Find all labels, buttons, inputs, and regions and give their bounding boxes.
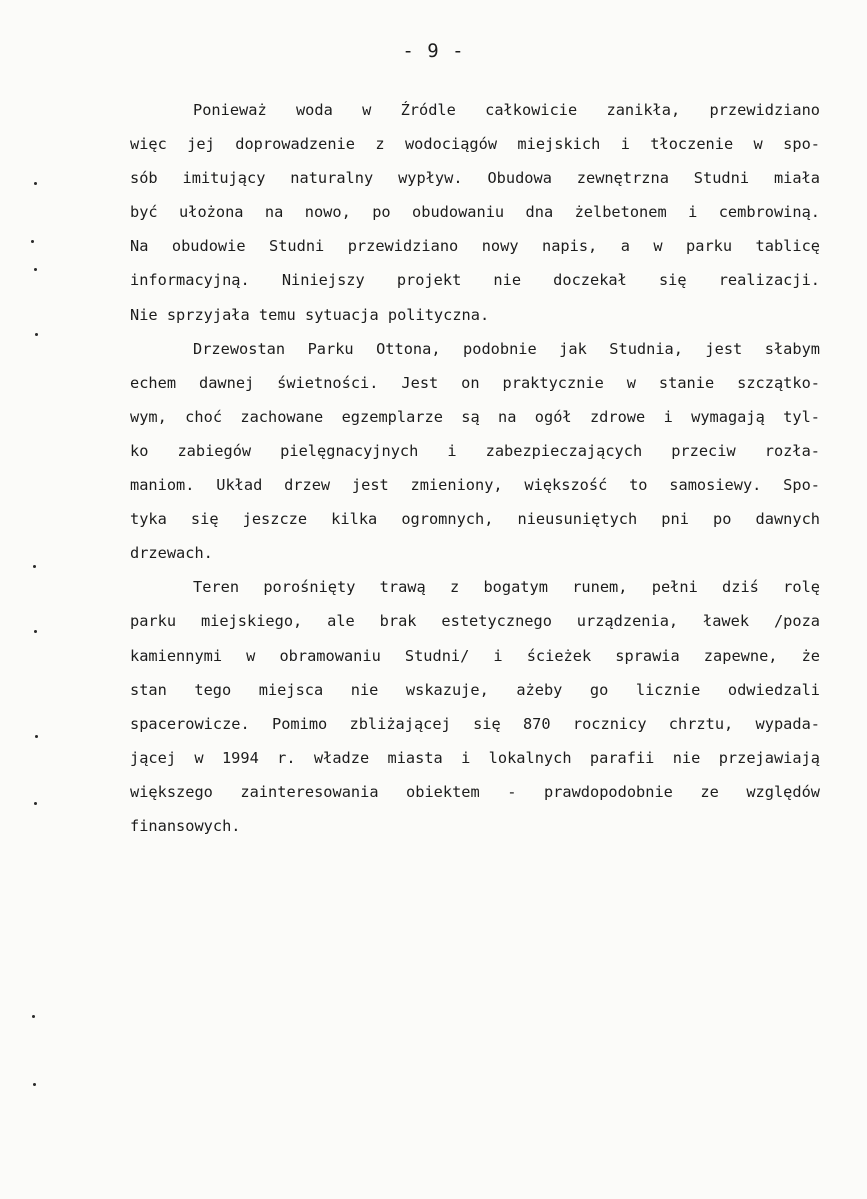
paragraph-1-line-5: Na obudowie Studni przewidziano nowy napis, a w parku tablicę: [130, 237, 820, 256]
page-number: - 9 -: [402, 40, 465, 62]
paragraph-3-line-2: parku miejskiego, ale brak estetycznego urządzenia, ławek /poza: [130, 612, 820, 631]
scan-mark: [31, 240, 34, 243]
scan-mark: [35, 735, 38, 738]
paragraph-2-line-2: echem dawnej świetności. Jest on praktycznie w stanie szczątko-: [130, 373, 820, 392]
paragraph-1-line-6: informacyjną. Niniejszy projekt nie doczekał się realizacji.: [130, 271, 820, 290]
paragraph-2-line-3: wym, choć zachowane egzemplarze są na ogół zdrowe i wymagają tyl-: [130, 407, 820, 426]
paragraph-1-line-1: Ponieważ woda w Źródle całkowicie zanikła, przewidziano: [193, 101, 820, 119]
paragraph-1-line-7: Nie sprzyjała temu sytuacja polityczna.: [130, 305, 490, 324]
paragraph-2-line-7: drzewach.: [130, 544, 213, 563]
scan-mark: [34, 802, 37, 805]
paragraph-3-line-4: stan tego miejsca nie wskazuje, ażeby go licznie odwiedzali: [130, 680, 820, 699]
paragraph-1-line-4: być ułożona na nowo, po obudowaniu dna żelbetonem i cembrowiną.: [130, 203, 820, 222]
paragraph-1-line-3: sób imitujący naturalny wypływ. Obudowa zewnętrzna Studni miała: [130, 169, 820, 188]
paragraph-3-line-7: większego zainteresowania obiektem - prawdopodobnie ze względów: [130, 782, 820, 801]
scan-mark: [33, 1083, 36, 1086]
paragraph-2-line-1: Drzewostan Parku Ottona, podobnie jak Studnia, jest słabym: [193, 339, 820, 358]
paragraph-3-line-1: Teren porośnięty trawą z bogatym runem, pełni dziś rolę: [193, 578, 820, 597]
paragraph-2-line-6: tyka się jeszcze kilka ogromnych, nieusuniętych pni po dawnych: [130, 510, 820, 529]
scan-mark: [35, 333, 38, 336]
paragraph-3-line-6: jącej w 1994 r. władze miasta i lokalnych parafii nie przejawiają: [130, 748, 820, 767]
paragraph-3-line-3: kamiennymi w obramowaniu Studni/ i ścieżek sprawia zapewne, że: [130, 646, 820, 665]
paragraph-3-line-5: spacerowicze. Pomimo zbliżającej się 870 rocznicy chrztu, wypada-: [130, 714, 820, 733]
scan-mark: [32, 1015, 35, 1018]
scan-mark: [34, 630, 37, 633]
paragraph-2-line-4: ko zabiegów pielęgnacyjnych i zabezpieczających przeciw rozła-: [130, 441, 820, 460]
scan-mark: [34, 268, 37, 271]
paragraph-3-line-8: finansowych.: [130, 816, 241, 835]
paragraph-1-line-2: więc jej doprowadzenie z wodociągów miejskich i tłoczenie w spo-: [130, 135, 820, 154]
paragraph-2-line-5: maniom. Układ drzew jest zmieniony, większość to samosiewy. Spo-: [130, 476, 820, 495]
body-text: [130, 93, 820, 843]
scan-mark: [33, 565, 36, 568]
scan-mark: [34, 182, 37, 185]
